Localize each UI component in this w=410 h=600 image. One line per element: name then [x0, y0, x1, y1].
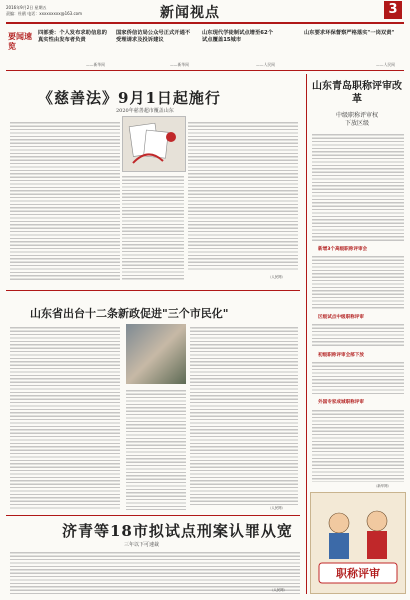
quick-news-item[interactable]: 国家侨信访局公众号正式开通不受理请求及投诉建议: [116, 30, 191, 44]
reform-source: （新华网）: [374, 484, 391, 488]
jinan-body-text: [10, 550, 300, 596]
talent-body-text: [126, 388, 186, 510]
cartoon-label: 职称评审: [336, 567, 380, 580]
jinan-headline: 济青等18市拟试点刑案认罪从宽: [62, 522, 293, 540]
reform-section-heading: 区级试点中级职称评审: [318, 315, 364, 320]
section-rule: [6, 515, 300, 516]
issue-date: 2016年9月2日 星期五: [6, 5, 47, 10]
quick-news-label: 要闻速览: [8, 32, 32, 51]
reform-subtitle: 下放区级: [344, 120, 369, 127]
masthead-rule: [6, 22, 404, 24]
column-divider: [306, 74, 307, 594]
reform-section-heading: 新增3个高级职称评审会: [318, 247, 368, 252]
quick-news-source: ——人民网: [376, 62, 395, 67]
reform-headline: 山东青岛职称评审改革: [312, 81, 402, 105]
quick-news-rule: [6, 70, 404, 71]
jinan-subtitle: 三年以下可速裁: [124, 542, 160, 548]
editor-info: 责编：杜鹃 电话：xxxxxxxxx@163.com: [6, 11, 83, 16]
charity-illustration: [122, 116, 186, 172]
quick-news-source: ——新华网: [86, 62, 105, 67]
talent-headline: 山东省出台十二条新政促进"三个市民化": [30, 307, 229, 320]
charity-body-text: [188, 120, 298, 270]
reform-body-text: [312, 408, 404, 482]
charity-body-text: [122, 174, 184, 280]
jinan-source: （人民网）: [270, 588, 287, 592]
quick-news-item[interactable]: 山东现代学徒制试点增至62个 试点覆盖15城市: [202, 30, 273, 44]
talent-body-text: [10, 325, 120, 510]
talent-source: （人民网）: [268, 506, 285, 510]
page-number: 3: [384, 1, 402, 19]
reform-body-text: [312, 132, 404, 242]
charity-headline: 《慈善法》9月1日起施行: [38, 89, 221, 107]
charity-law-icon: [123, 117, 185, 171]
reform-cartoon: [310, 492, 406, 594]
section-title: 新闻视点: [160, 5, 220, 21]
quick-news-item[interactable]: 四部委：个人发布求助信息的真实性由发布者负责: [38, 30, 107, 44]
talent-photo: [126, 324, 186, 384]
reform-section-heading: 初级职称评审全部下放: [318, 353, 364, 358]
section-rule: [6, 290, 300, 291]
quick-news-source: ——新华网: [170, 62, 189, 67]
talent-body-text: [190, 325, 298, 505]
charity-subtitle: 2020年慈善超市覆盖山东: [116, 108, 174, 114]
reform-body-text: [312, 360, 404, 394]
quick-news-item[interactable]: 山东要求环保督察严格落实"一岗双责": [304, 30, 395, 36]
reform-section-heading: 外国专家成城职称评审: [318, 400, 364, 405]
reform-subtitle: 中级职称评审权: [335, 112, 378, 119]
charity-body-text: [10, 120, 120, 280]
reform-body-text: [312, 254, 404, 310]
quick-news-source: ——人民网: [256, 62, 275, 67]
charity-source: （人民网）: [268, 275, 285, 279]
reform-body-text: [312, 322, 404, 346]
